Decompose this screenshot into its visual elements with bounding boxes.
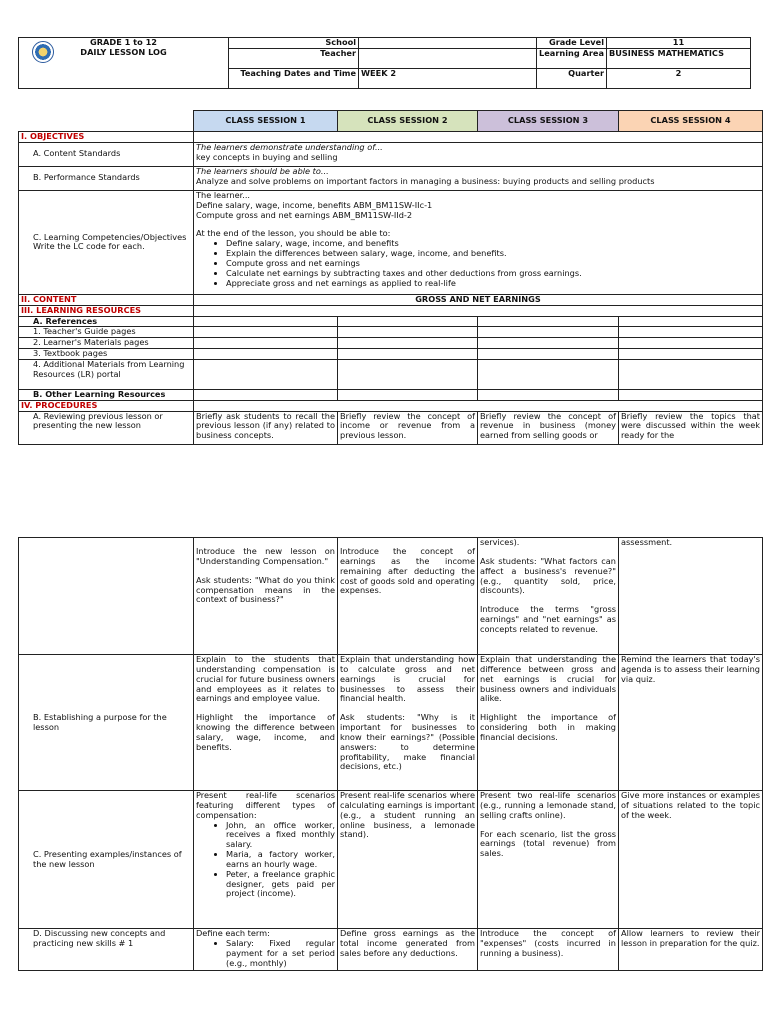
list-item: • Maria, a factory worker, earns an hourly wage. xyxy=(226,850,335,870)
grade-level-label: Grade Level xyxy=(537,38,607,49)
learning-resources-heading: III. LEARNING RESOURCES xyxy=(19,305,194,316)
procedure-a-continued-session-1: Introduce the new lesson on "Understanding Compensation." Ask students: "What do you think compensation means in the context of business?" xyxy=(194,538,338,655)
learning-competencies-cell: The learner... Define salary, wage, income, benefits ABM_BM11SW-IIc-1 Compute gross and net earnings ABM_BM11SW-IId-2 At the end of the lesson, you should be able to: • Define salary, wage, income, and benefits • Explain the differences between salary, wage, income, and benefits. • Compute gross and net earnings • Calculate net earnings by subtracting taxes and other deductions from gross earnings. • Appreciate gross and net earnings as applied to real-life xyxy=(194,190,763,294)
procedure-d-session-2: Define gross earnings as the total income generated from sales before any deductions. xyxy=(338,929,478,971)
procedure-c-session-3: Present two real-life scenarios (e.g., running a lemonade stand, selling crafts online). For each scenario, list the gross earnings (total revenue) from sales. xyxy=(478,791,619,929)
procedure-b-session-4: Remind the learners that today's agenda is to assess their learning via quiz. xyxy=(619,655,763,791)
session-1-header: CLASS SESSION 1 xyxy=(194,111,338,132)
procedure-b-session-1: Explain to the students that understanding compensation is crucial for future business owners and employees as it relates to earnings and employee value. Highlight the importance of knowing the difference between salary, wage, income, and benefits. xyxy=(194,655,338,791)
procedures-heading: IV. PROCEDURES xyxy=(19,400,194,411)
learning-area-value: BUSINESS MATHEMATICS xyxy=(607,48,751,68)
list-item: • Salary: Fixed regular payment for a set period (e.g., monthly) xyxy=(226,939,335,969)
procedure-b-session-2: Explain that understanding how to calculate gross and net earnings is crucial for businesses to assess their financial health. Ask students: "Why is it important for businesses to know their earnings?" (Possible answers: to determine profitability, make financial decisions, etc.) xyxy=(338,655,478,791)
compensation-examples-list xyxy=(196,821,335,900)
term-definitions-list xyxy=(196,939,335,969)
deped-seal-icon xyxy=(32,41,54,63)
list-item: • Appreciate gross and net earnings as applied to real-life xyxy=(226,279,760,289)
content-standards-label: A. Content Standards xyxy=(19,142,194,166)
procedure-d-label: D. Discussing new concepts and practicing new skills # 1 xyxy=(19,929,194,971)
procedure-a-session-3: Briefly review the concept of revenue in business (money earned from selling goods or xyxy=(478,411,619,444)
session-3-header: CLASS SESSION 3 xyxy=(478,111,619,132)
procedure-a-session-1: Briefly ask students to recall the previous lesson (if any) related to business concepts. xyxy=(194,411,338,444)
list-item: • Compute gross and net earnings xyxy=(226,259,760,269)
list-item: • Peter, a freelance graphic designer, gets paid per project (income). xyxy=(226,870,335,900)
procedure-c-session-4: Give more instances or examples of situations related to the topic of the week. xyxy=(619,791,763,929)
procedure-a-label: A. Reviewing previous lesson or presenting the new lesson xyxy=(19,411,194,444)
objectives-heading: I. OBJECTIVES xyxy=(19,132,194,143)
procedure-a-continued-session-4: assessment. xyxy=(619,538,763,655)
content-heading: II. CONTENT xyxy=(19,294,194,305)
performance-standards-label: B. Performance Standards xyxy=(19,166,194,190)
learning-area-label: Learning Area xyxy=(537,48,607,68)
title-line-2: DAILY LESSON LOG xyxy=(80,46,167,57)
quarter-value: 2 xyxy=(607,68,751,88)
procedure-a-continued-label xyxy=(19,538,194,655)
school-value xyxy=(359,38,537,49)
learners-materials-label: 2. Learner's Materials pages xyxy=(19,338,194,349)
teacher-label: Teacher xyxy=(229,48,359,68)
list-item: • Explain the differences between salary, wage, income, and benefits. xyxy=(226,249,760,259)
procedure-c-session-2: Present real-life scenarios where calculating earnings is important (e.g., a student running an online business, a lemonade stand). xyxy=(338,791,478,929)
additional-materials-label: 4. Additional Materials from Learning Resources (LR) portal xyxy=(19,359,194,389)
other-resources-label: B. Other Learning Resources xyxy=(19,389,194,400)
header-table xyxy=(18,37,751,89)
procedure-d-session-4: Allow learners to review their lesson in preparation for the quiz. xyxy=(619,929,763,971)
quarter-label: Quarter xyxy=(537,68,607,88)
procedure-a-session-2: Briefly review the concept of income or revenue from a previous lesson. xyxy=(338,411,478,444)
content-value: GROSS AND NET EARNINGS xyxy=(194,294,763,305)
dates-label: Teaching Dates and Time xyxy=(229,68,359,88)
procedure-a-session-4: Briefly review the topics that were discussed within the week ready for the xyxy=(619,411,763,444)
procedure-d-session-3: Introduce the concept of "expenses" (costs incurred in running a business). xyxy=(478,929,619,971)
list-item: • John, an office worker, receives a fixed monthly salary. xyxy=(226,821,335,851)
title-line-1: GRADE 1 to 12 xyxy=(90,37,157,47)
procedure-c-session-1: Present real-life scenarios featuring different types of compensation: • John, an office worker, receives a fixed monthly salary. • Maria, a factory worker, earns an hourly wage. • Peter, a freelance graphic designer, gets paid per project (income). xyxy=(194,791,338,929)
grade-level-value: 11 xyxy=(607,38,751,49)
references-label: A. References xyxy=(19,316,194,327)
lc-bullet-list xyxy=(196,239,760,288)
procedure-a-continued-session-2: Introduce the concept of earnings as the income remaining after deducting the cost of goods sold and operating expenses. xyxy=(338,538,478,655)
procedure-d-session-1: Define each term: • Salary: Fixed regular payment for a set period (e.g., monthly) xyxy=(194,929,338,971)
teacher-value xyxy=(359,48,537,68)
procedure-c-label: C. Presenting examples/instances of the new lesson xyxy=(19,791,194,929)
lesson-log-table-page-1 xyxy=(18,110,763,445)
dates-value: WEEK 2 xyxy=(359,68,537,88)
list-item: • Define salary, wage, income, and benefits xyxy=(226,239,760,249)
list-item: • Calculate net earnings by subtracting taxes and other deductions from gross earnings. xyxy=(226,269,760,279)
content-standards-cell: The learners demonstrate understanding of... key concepts in buying and selling xyxy=(194,142,763,166)
school-label: School xyxy=(229,38,359,49)
performance-standards-cell: The learners should be able to... Analyze and solve problems on important factors in managing a business: buying products and selling products xyxy=(194,166,763,190)
procedure-b-label: B. Establishing a purpose for the lesson xyxy=(19,655,194,791)
learning-competencies-label: C. Learning Competencies/Objectives Write the LC code for each. xyxy=(19,190,194,294)
header-title-cell xyxy=(19,38,229,89)
teachers-guide-label: 1. Teacher's Guide pages xyxy=(19,327,194,338)
procedure-a-continued-session-3: services). Ask students: "What factors can affect a business's revenue?" (e.g., quantity sold, price, discounts). Introduce the terms "gross earnings" and "net earnings" as concepts related to revenue. xyxy=(478,538,619,655)
session-2-header: CLASS SESSION 2 xyxy=(338,111,478,132)
session-4-header: CLASS SESSION 4 xyxy=(619,111,763,132)
procedure-b-session-3: Explain that understanding the difference between gross and net earnings is crucial for business owners and individuals alike. Highlight the importance of considering both in making financial decisions. xyxy=(478,655,619,791)
lesson-log-table-page-2 xyxy=(18,537,763,971)
textbook-pages-label: 3. Textbook pages xyxy=(19,349,194,360)
